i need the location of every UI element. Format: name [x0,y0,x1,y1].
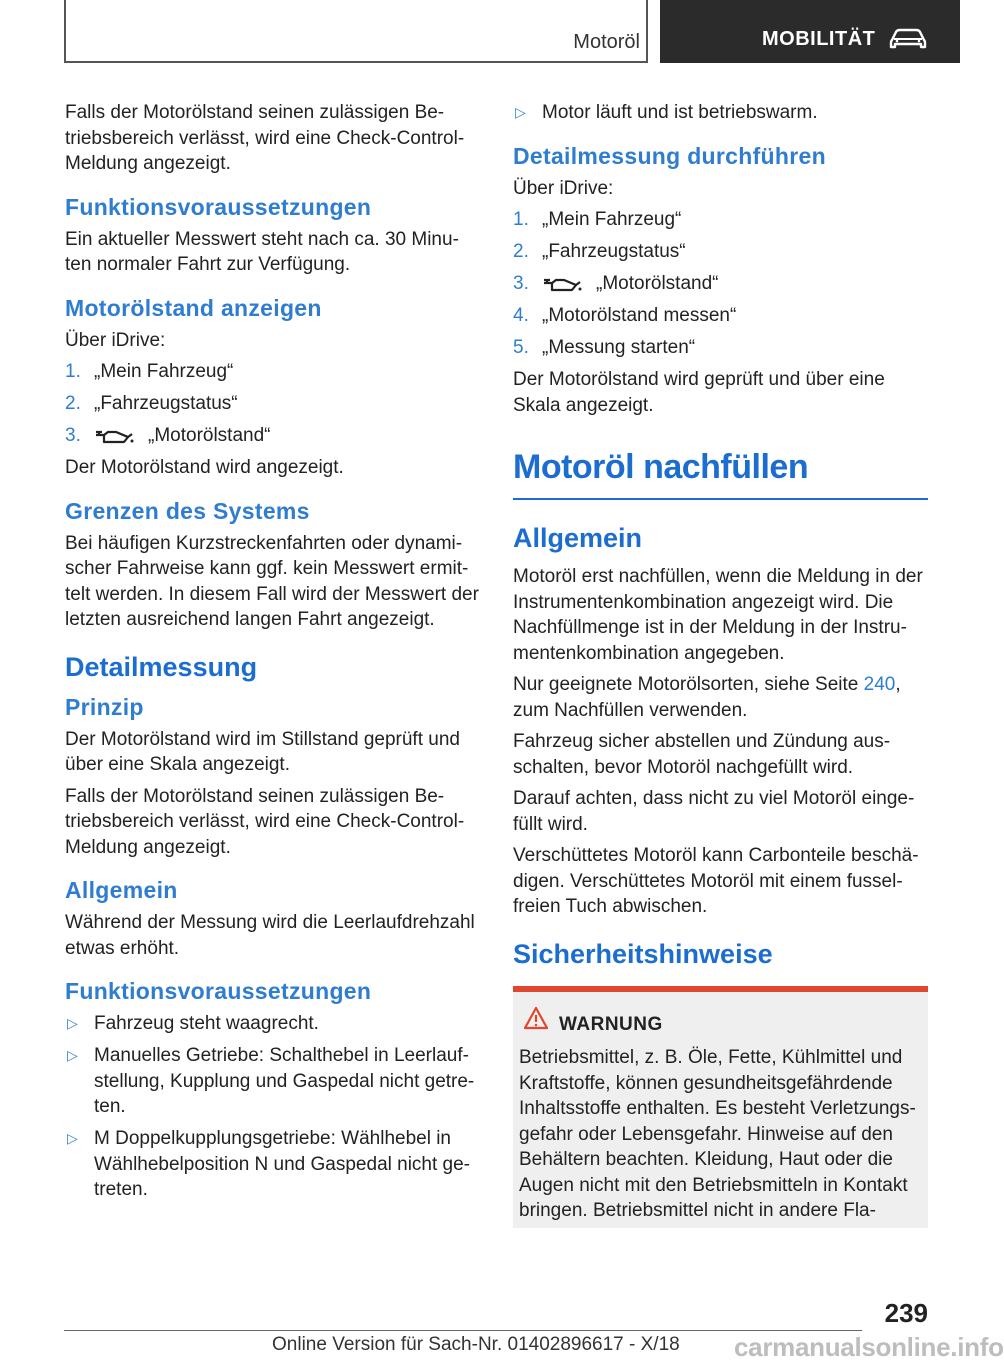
requirements-list [65,1011,480,1203]
footer-divider [64,1330,862,1331]
idrive-label: Über iDrive: [65,329,166,351]
triangle-bullet-icon: ▷ [67,1015,78,1031]
heading-functional-requirements-2: Funktionsvoraussetzungen [65,978,372,1004]
triangle-bullet-icon: ▷ [67,1130,78,1146]
display-result: Der Motorölstand wird angezeigt. [65,457,344,478]
list-item: 3. „Motorölstand“ [65,425,271,446]
heading-functional-requirements: Funktionsvoraussetzungen [65,193,372,220]
oil-can-icon [542,275,582,293]
heading-refill-oil: Motoröl nachfüllen [513,446,928,500]
chapter-tab[interactable] [660,0,960,63]
heading-general-2: Allgemein [513,523,643,553]
heading-general: Allgemein [65,877,178,903]
principle-text-1: Der Motorölstand wird im Stillstand geprüft und über eine Skala angezeigt. [65,728,460,775]
refill-text-3: Fahrzeug sicher abstellen und Zündung aus-schalten, bevor Motoröl nachgefüllt wird. [513,731,891,778]
principle-text-2: Falls der Motorölstand seinen zulässigen Be-triebsbereich verlässt, wird eine Check-Control-Meldung angezeigt. [65,785,465,858]
heading-display-oil-level: Motorölstand anzeigen [65,294,322,321]
warning-text: Betriebsmittel, z. B. Öle, Fette, Kühlmittel und Kraftstoffe, können gesundheitsgefährdende Inhaltsstoffe enthalten. Es besteht Verletzungs-gefahr oder Lebensgefahr. Hinweise auf den Behältern beachten. Kleidung, Haut oder die Augen nicht mit den Betriebsmitteln in Kontakt bringen. Betriebsmittel nicht in andere Fla- [519,1047,916,1221]
list-item: 5. „Messung starten“ [513,337,696,358]
refill-text-2: Nur geeignete Motorölsorten, siehe Seite 240, zum Nachfüllen verwenden. [513,674,901,721]
refill-text-1: Motoröl erst nachfüllen, wenn die Meldung in der Instrumentenkombination angezeigt wird. Die Nachfüllmenge ist in der Meldung in der Instru-mentenkombination angegeben. [513,566,923,664]
func-requirements-text: Ein aktueller Messwert steht nach ca. 30 Minu-ten normaler Fahrt zur Verfügung. [65,228,459,275]
triangle-bullet-icon: ▷ [67,1047,78,1063]
car-icon [888,26,928,50]
list-item: 3. „Motorölstand“ [513,273,719,294]
list-item: ▷ Motor läuft und ist betriebswarm. [513,100,928,126]
intro-paragraph: Falls der Motorölstand seinen zulässigen Be-triebsbereich verlässt, wird eine Check-Control-Meldung angezeigt. [65,102,465,174]
general-text: Während der Messung wird die Leerlaufdrehzahl etwas erhöht. [65,912,475,959]
triangle-bullet-icon: ▷ [515,104,526,120]
section-title: Motoröl [573,31,640,53]
chapter-tab-label: MOBILITÄT [762,28,876,50]
idrive-label: Über iDrive: [513,177,614,199]
measure-steps-list [513,207,928,361]
list-item: ▷ M Doppelkupplungsgetriebe: Wählhebel in Wählhebelposition N und Gaspedal nicht ge-treten. [67,1128,471,1200]
heading-principle: Prinzip [65,693,144,720]
perform-result: Der Motorölstand wird geprüft und über eine Skala angezeigt. [513,369,885,416]
heading-detail-measurement: Detailmessung [65,651,258,682]
list-item: 2. „Fahrzeugstatus“ [513,241,686,262]
refill-text-4: Darauf achten, dass nicht zu viel Motoröl einge-füllt wird. [513,788,915,835]
right-column [513,100,928,1228]
warning-box [513,986,928,1228]
display-steps-list [65,359,480,449]
refill-text-5: Verschüttetes Motoröl kann Carbonteile beschä-digen. Verschüttetes Motoröl mit einem fussel-freien Tuch abwischen. [513,845,919,917]
page-link-240[interactable]: 240 [863,674,896,695]
online-version-text: Online Version für Sach-Nr. 01402896617 - X/18 [272,1334,680,1355]
left-column [65,100,480,1209]
heading-safety-notes: Sicherheitshinweise [513,938,773,969]
oil-can-icon [94,427,134,445]
requirements-list-continued [513,100,928,126]
list-item: ▷ Fahrzeug steht waagrecht. [65,1011,480,1037]
list-item: 1. „Mein Fahrzeug“ [65,361,234,382]
limits-text: Bei häufigen Kurzstreckenfahrten oder dynami-scher Fahrweise kann ggf. kein Messwert ermit-telt werden. In diesem Fall wird der Messwert der letzten ausreichend langen Fahrt angezeigt. [65,532,479,630]
watermark: carmanualsonline.info [734,1332,1004,1362]
warning-triangle-icon [523,1006,549,1030]
list-item: 4. „Motorölstand messen“ [513,305,737,326]
heading-system-limits: Grenzen des Systems [65,497,310,524]
list-item: 1. „Mein Fahrzeug“ [513,209,682,230]
warning-title: WARNUNG [519,1012,922,1038]
heading-perform-measurement: Detailmessung durchführen [513,142,826,169]
list-item: 2. „Fahrzeugstatus“ [65,393,238,414]
list-item: ▷ Manuelles Getriebe: Schalthebel in Leerlauf-stellung, Kupplung und Gaspedal nicht getre-ten. [67,1045,475,1117]
page-number: 239 [884,1298,928,1328]
